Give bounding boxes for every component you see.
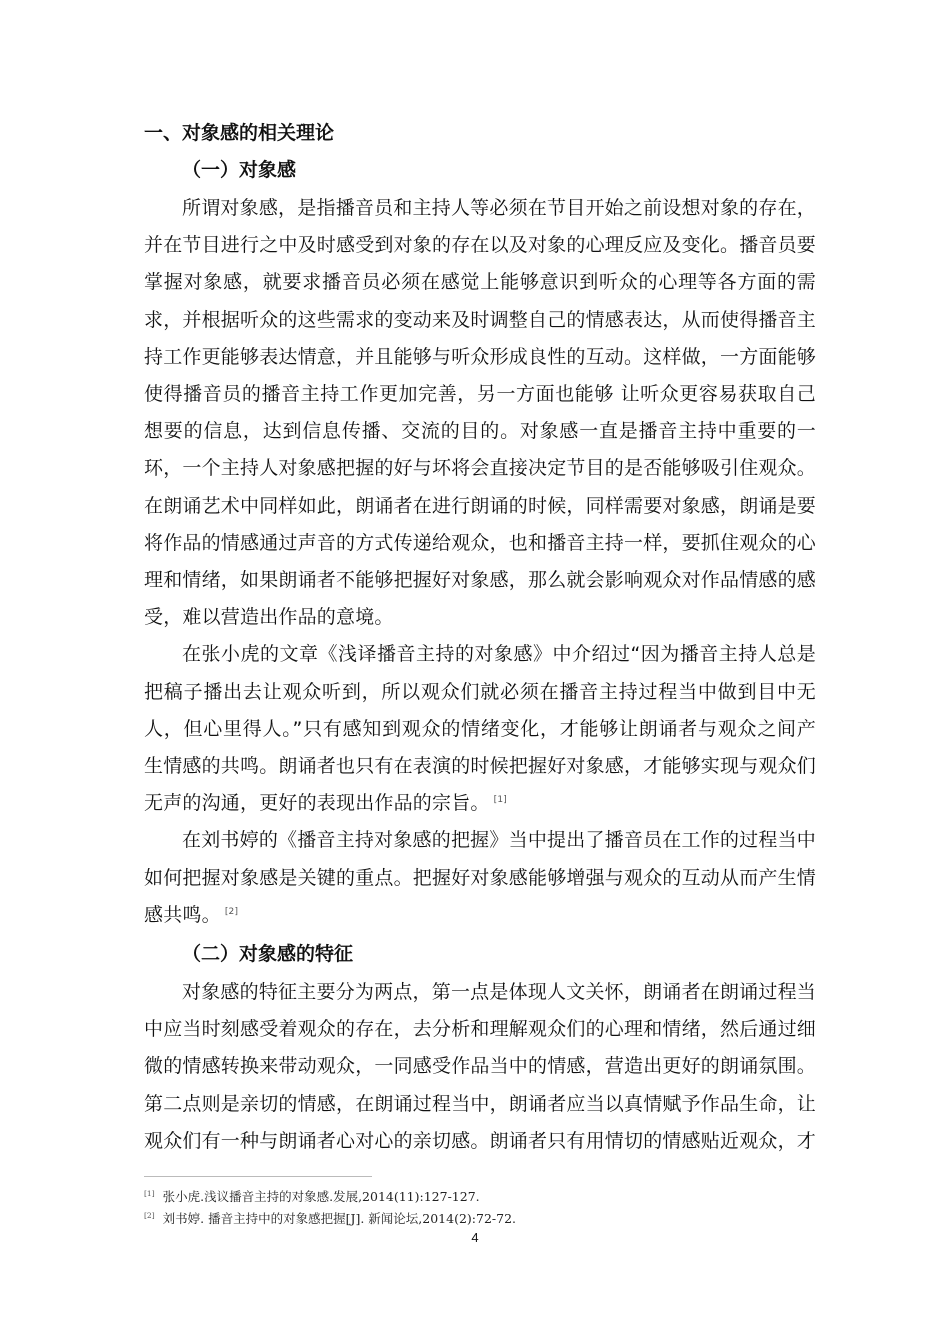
footnote-text: 张小虎.浅议播音主持的对象感.发展,2014(11):127-127. bbox=[162, 1189, 480, 1204]
footnotes bbox=[144, 1186, 844, 1230]
paragraph: 所谓对象感，是指播音员和主持人等必须在节目开始之前设想对象的存在，并在节目进行之中及时感受到对象的存在以及对象的心理反应及变化。播音员要掌握对象感，就要求播音员必须在感觉上能够意识到听众的心理等各方面的需求，并根据听众的这些需求的变动来及时调整自己的情感表达，从而使得播音主持工作更能够表达情意，并且能够与听众形成良性的互动。这样做，一方面能够使得播音员的播音主持工作更加完善，另一方面也能够 让听众更容易获取自己想要的信息，达到信息传播、交流的目的。对象感一直是播音主持中重要的一环，一个主持人对象感把握的好与坏将会直接决定节目的是否能够吸引住观众。在朗诵艺术中同样如此，朗诵者在进行朗诵的时候，同样需要对象感，朗诵是要将作品的情感通过声音的方式传递给观众，也和播音主持一样，要抓住观众的心理和情绪，如果朗诵者不能够把握好对象感，那么就会影响观众对作品情感的感受，难以营造出作品的意境。 bbox=[144, 197, 817, 629]
paragraph bbox=[144, 822, 816, 934]
paragraph bbox=[144, 636, 816, 822]
footnote-divider bbox=[144, 1176, 372, 1177]
chapter-heading: 一、对象感的相关理论 bbox=[144, 122, 335, 144]
footnote bbox=[144, 1186, 844, 1208]
section-heading: （一）对象感 bbox=[182, 159, 297, 181]
footnote-mark: [2] bbox=[144, 1210, 155, 1220]
citation-mark: [2] bbox=[224, 906, 239, 917]
paragraph-text: 在刘书婷的《播音主持对象感的把握》当中提出了播音员在工作的过程当中如何把握对象感是关键的重点。把握好对象感能够增强与观众的互动从而产生情感共鸣。 bbox=[144, 829, 817, 926]
page-number: 4 bbox=[471, 1230, 479, 1245]
footnote-text: 刘书婷. 播音主持中的对象感把握[J]. 新闻论坛,2014(2):72-72. bbox=[162, 1211, 516, 1226]
footnote-mark: [1] bbox=[144, 1188, 155, 1198]
paragraph: 对象感的特征主要分为两点，第一点是体现人文关怀，朗诵者在朗诵过程当中应当时刻感受着观众的存在，去分析和理解观众们的心理和情绪，然后通过细微的情感转换来带动观众，一同感受作品当中的情感，营造出更好的朗诵氛围。第二点则是亲切的情感，在朗诵过程当中，朗诵者应当以真情赋予作品生命，让观众们有一种与朗诵者心对心的亲切感。朗诵者只有用情切的情感贴近观众，才 bbox=[144, 981, 817, 1152]
citation-mark: [1] bbox=[493, 794, 507, 805]
paragraph-text: 在张小虎的文章《浅译播音主持的对象感》中介绍过“因为播音主持人总是把稿子播出去让观众听到，所以观众们就必须在播音主持过程当中做到目中无人，但心里得人。”只有感知到观众的情绪变化，才能够让朗诵者与观众之间产生情感的共鸣。朗诵者也只有在表演的时候把握好对象感，才能够实现与观众们无声的沟通，更好的表现出作品的宗旨。 bbox=[144, 643, 817, 815]
section-heading: （二）对象感的特征 bbox=[182, 943, 354, 966]
body-text bbox=[144, 116, 816, 1160]
footnote bbox=[144, 1208, 844, 1230]
